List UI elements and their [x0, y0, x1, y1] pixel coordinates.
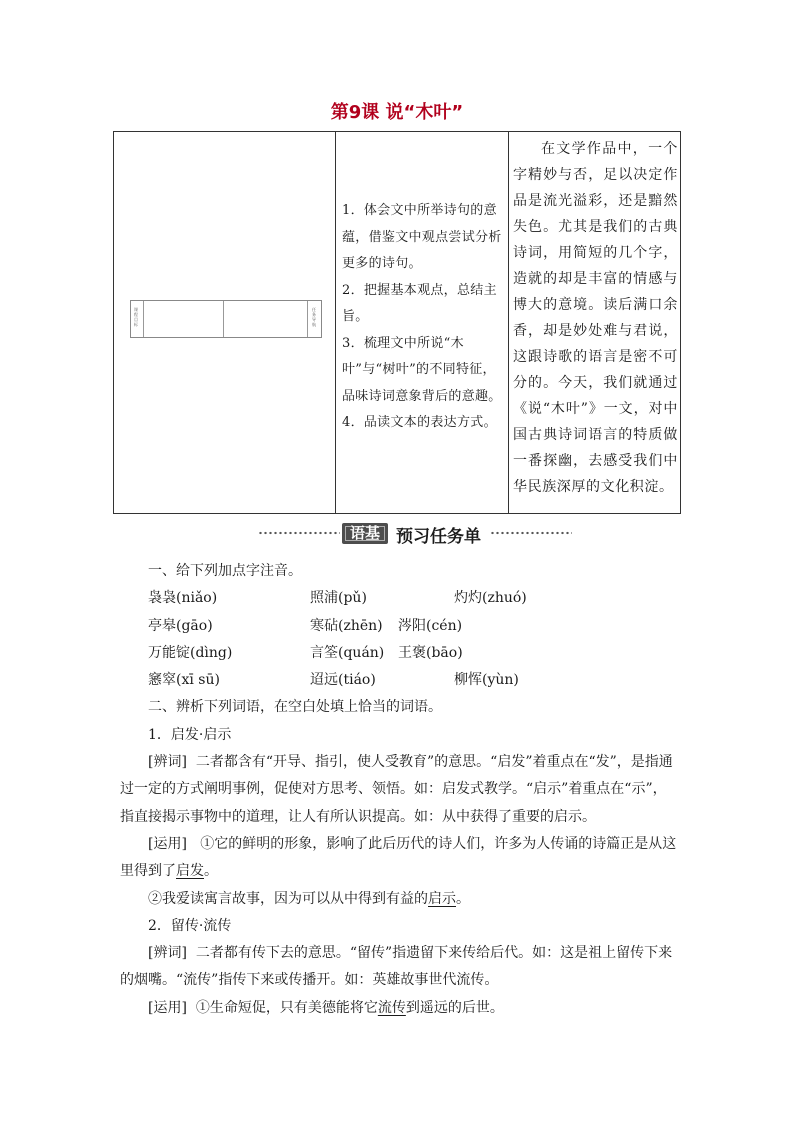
item1-yunyong1 — [120, 831, 680, 886]
banner-label: 预习任务单 — [396, 527, 481, 547]
pinyin-item: 灼灼(zhuó) — [454, 590, 527, 607]
preview-tasks — [120, 558, 680, 1022]
lesson-title: 第9课 说“木叶” — [330, 102, 464, 123]
yunyong-text: 。 — [204, 863, 218, 880]
answer-blank: 启发 — [176, 863, 204, 880]
pinyin-item: 言筌(quán) — [310, 644, 385, 661]
yunyong-text: ②我爱读寓言故事，因为可以从中得到有益的 — [148, 890, 428, 907]
section1-heading: 一、给下列加点字注音。 — [148, 563, 302, 579]
mini-table-left-label: 课程目标 — [134, 307, 138, 327]
pinyin-item: 袅袅(niǎo) — [148, 590, 218, 607]
learning-goal: 4．品读文本的表达方式。 — [342, 415, 497, 430]
section-banner — [200, 520, 600, 548]
pinyin-row — [120, 613, 680, 640]
pinyin-item: 涔阳(cén) — [398, 617, 463, 634]
intro-left-cell — [114, 132, 336, 513]
pinyin-row — [120, 585, 680, 612]
bianci-tag: [辨词] — [148, 754, 187, 771]
yunyong-text: ①生命短促，只有美德能将它 — [195, 999, 378, 1016]
item1-yunyong2 — [120, 886, 680, 913]
dotted-rule-left — [258, 531, 340, 535]
pinyin-item: 窸窣(xī sū) — [148, 672, 220, 689]
pinyin-item: 迢远(tiáo) — [310, 672, 376, 689]
mini-table-divider — [143, 301, 144, 337]
pinyin-item: 柳恽(yùn) — [454, 672, 519, 689]
mini-table-divider — [223, 301, 224, 337]
bianci-text: 二者都有传下去的意思。“留传”指遗留下来传给后代。如：这是祖上留传下来的烟嘴。“流传”指传下来或传播开。如：英雄故事世代流传。 — [120, 945, 673, 989]
learning-goal: 2．把握基本观点，总结主旨。 — [342, 282, 497, 324]
learning-goal: 1．体会文中所举诗句的意蕴，借鉴文中观点尝试分析更多的诗句。 — [342, 203, 502, 271]
banner-tag — [342, 523, 388, 544]
item2-title: 2．留传·流传 — [148, 917, 232, 934]
mini-table-divider — [307, 301, 308, 337]
yunyong-text: 。 — [456, 890, 470, 907]
bianci-text: 二者都含有“开导、指引，使人受教育”的意思。“启发”着重点在“发”，是指通过一定的方式阐明事例，促使对方思考、领悟。如：启发式教学。“启示”着重点在“示”，指直接揭示事物中的道理，让人有所认识提高。如：从中获得了重要的启示。 — [120, 754, 673, 825]
answer-blank: 流传 — [377, 999, 406, 1016]
learning-goal: 3．梳理文中所说“木叶”与“树叶”的不同特征，品味诗词意象背后的意趣。 — [342, 335, 502, 404]
course-goal-mini-table — [130, 300, 322, 338]
pinyin-item: 万能锭(dìng) — [148, 644, 233, 661]
pinyin-item: 亭皋(gāo) — [148, 617, 213, 634]
lesson-intro-text: 在文学作品中，一个字精妙与否，足以决定作品是流光溢彩，还是黯然失色。尤其是我们的古典诗词，用简短的几个字，造就的却是丰富的情感与博大的意境。读后满口余香，却是妙处难与君说，这跟诗歌的语言是密不可分的。今天，我们就通过《说“木叶”》一文，对中国古典诗词语言的特质做一番探幽，去感受我们中华民族深厚的文化积淀。 — [513, 141, 678, 495]
section2-heading: 二、辨析下列词语，在空白处填上恰当的词语。 — [148, 699, 442, 716]
yunyong-text: 到遥远的后世。 — [405, 999, 504, 1016]
pinyin-row — [120, 667, 680, 694]
answer-blank: 启示 — [428, 890, 456, 907]
item2-yunyong1 — [120, 995, 680, 1022]
yunyong-tag: [运用] — [148, 999, 187, 1016]
pinyin-item: 寒砧(zhēn) — [310, 617, 383, 634]
item1-bianci — [120, 749, 680, 831]
yunyong-text: ①它的鲜明的形象，影响了此后历代的诗人们，许多为人传诵的诗篇正是从这里得到了 — [120, 835, 677, 880]
banner-tag-text: 语基 — [349, 524, 380, 542]
item1-title: 1．启发·启示 — [148, 726, 232, 743]
pinyin-row — [120, 640, 680, 667]
pinyin-item: 王褒(bāo) — [398, 644, 463, 661]
learning-goals-cell — [336, 132, 509, 513]
lesson-intro-cell — [509, 132, 682, 513]
pinyin-item: 照浦(pǔ) — [310, 590, 367, 607]
dotted-rule-right — [490, 531, 572, 535]
mini-table-right-label: 任务导航 — [312, 307, 316, 327]
bianci-tag: [辨词] — [148, 945, 187, 962]
yunyong-tag: [运用] — [148, 835, 187, 852]
item2-bianci — [120, 940, 680, 995]
intro-table — [113, 131, 681, 514]
